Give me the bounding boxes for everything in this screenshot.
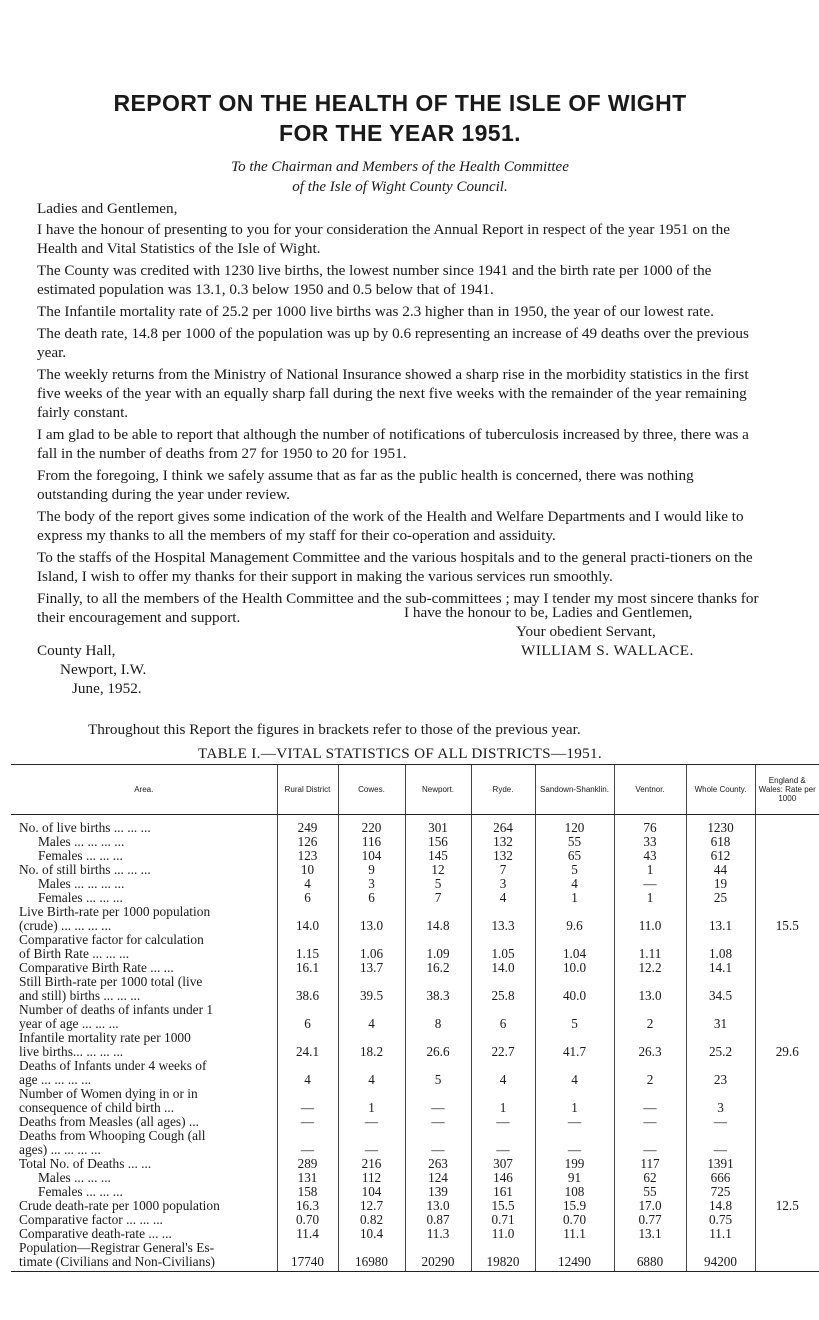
row-label (11, 975, 277, 1003)
table-cell: 13.0 (338, 905, 405, 933)
table-cell: 6880 (614, 1241, 686, 1272)
row-label (11, 1199, 277, 1213)
table-cell: 158 (277, 1185, 338, 1199)
table-cell: 108 (535, 1185, 614, 1199)
table-cell: — (535, 1115, 614, 1129)
table-cell: 618 (686, 835, 755, 849)
table-row (11, 1213, 819, 1227)
table-cell: 1 (471, 1087, 535, 1115)
table-cell: 199 (535, 1157, 614, 1171)
row-label-continuation: ages) ... ... ... ... (19, 1142, 101, 1157)
row-label (11, 849, 277, 863)
table-cell (755, 1129, 819, 1157)
row-label (11, 1157, 277, 1171)
row-label (11, 1059, 277, 1087)
table-row (11, 1059, 819, 1087)
letter-body (37, 220, 764, 630)
table-cell: 1 (338, 1087, 405, 1115)
table-cell: — (614, 877, 686, 891)
row-label-text: Total No. of Deaths ... ... (19, 1156, 152, 1171)
table-cell: 1 (535, 891, 614, 905)
table-cell (755, 835, 819, 849)
table-row (11, 891, 819, 905)
row-label-text: Deaths of Infants under 4 weeks of (19, 1058, 207, 1073)
row-label-continuation: (crude) ... ... ... ... (19, 918, 112, 933)
closing-line: I have the honour to be, Ladies and Gentlemen, (404, 604, 693, 621)
table-cell: 13.0 (614, 975, 686, 1003)
table-cell: 0.87 (405, 1213, 471, 1227)
table-cell: 11.0 (471, 1227, 535, 1241)
table-cell (755, 975, 819, 1003)
table-cell: 7 (471, 863, 535, 877)
table-cell: — (686, 1115, 755, 1129)
paragraph: To the staffs of the Hospital Management Committee and the various hospitals and to the general practi-tioners on the Island, I wish to offer my thanks for their support in making the various services run smoothly. (37, 549, 753, 585)
row-label-text: Females ... ... ... (38, 1184, 123, 1199)
table-row (11, 1031, 819, 1059)
table-cell (755, 821, 819, 835)
row-label-continuation: age ... ... ... ... (19, 1072, 92, 1087)
table-cell: 3 (338, 877, 405, 891)
row-label (11, 821, 277, 835)
row-label-continuation: of Birth Rate ... ... ... (19, 946, 130, 961)
row-label (11, 863, 277, 877)
row-label-text: Comparative factor for calculation (19, 932, 204, 947)
table-cell: 39.5 (338, 975, 405, 1003)
table-cell (755, 1003, 819, 1031)
row-label-text: Deaths from Measles (all ages) ... (19, 1114, 199, 1129)
row-label-text: Males ... ... ... ... (38, 834, 125, 849)
row-label (11, 933, 277, 961)
paragraph: The County was credited with 1230 live births, the lowest number since 1941 and the birth rate per 1000 of the estimated population was 13.1, 0.3 below 1950 and 0.5 below that of 1941. (37, 262, 712, 298)
table-cell: 14.0 (471, 961, 535, 975)
row-label-continuation: live births... ... ... ... (19, 1044, 124, 1059)
table-cell: 14.0 (277, 905, 338, 933)
table-cell: 14.1 (686, 961, 755, 975)
table-cell: 220 (338, 821, 405, 835)
table-cell: — (277, 1129, 338, 1157)
table-cell: 19820 (471, 1241, 535, 1272)
table-cell: 38.3 (405, 975, 471, 1003)
table-cell (755, 1241, 819, 1272)
table-cell: 11.1 (686, 1227, 755, 1241)
table-cell (755, 1157, 819, 1171)
table-cell: 62 (614, 1171, 686, 1185)
address-line-1: To the Chairman and Members of the Health Committee (231, 159, 569, 175)
table-cell: — (405, 1129, 471, 1157)
table-cell: 263 (405, 1157, 471, 1171)
table-row (11, 1185, 819, 1199)
column-header: Whole County. (686, 765, 755, 815)
table-cell: 19 (686, 877, 755, 891)
table-cell (755, 863, 819, 877)
origin-line-1: County Hall, (37, 642, 116, 659)
table-row (11, 1241, 819, 1272)
table-cell: 94200 (686, 1241, 755, 1272)
table-cell: 0.70 (277, 1213, 338, 1227)
table-row (11, 1171, 819, 1185)
report-year: FOR THE YEAR 1951. (279, 120, 521, 146)
paragraph: I am glad to be able to report that although the number of notifications of tuberculosis increased by three, there was a fall in the number of deaths from 27 for 1950 to 20 for 1951. (37, 426, 749, 462)
brackets-note: Throughout this Report the figures in brackets refer to those of the previous year. (88, 721, 581, 738)
row-label-text: Females ... ... ... (38, 848, 123, 863)
paragraph: Finally, to all the members of the Health Committee and the sub-committees ; may I tender my most sincere thanks for their encouragement and support. (37, 590, 759, 626)
table-cell: 3 (471, 877, 535, 891)
table-cell: 16.1 (277, 961, 338, 975)
table-cell: 13.0 (405, 1199, 471, 1213)
paragraph: The Infantile mortality rate of 25.2 per 1000 live births was 2.3 higher than in 1950, the year of our lowest rate. (37, 303, 714, 320)
row-label (11, 835, 277, 849)
table-cell: — (471, 1129, 535, 1157)
table-cell (755, 849, 819, 863)
table-cell: 0.71 (471, 1213, 535, 1227)
table-cell: 725 (686, 1185, 755, 1199)
table-cell: — (277, 1115, 338, 1129)
table-cell: 301 (405, 821, 471, 835)
row-label (11, 1087, 277, 1115)
table-cell: 8 (405, 1003, 471, 1031)
table-cell (755, 1213, 819, 1227)
table-cell: 1.11 (614, 933, 686, 961)
table-cell: 16.2 (405, 961, 471, 975)
table-cell: 216 (338, 1157, 405, 1171)
table-cell: 11.0 (614, 905, 686, 933)
table-cell: 126 (277, 835, 338, 849)
table-row (11, 877, 819, 891)
table-row (11, 1227, 819, 1241)
table-cell: — (338, 1115, 405, 1129)
row-label (11, 1115, 277, 1129)
row-label-text: Females ... ... ... (38, 890, 123, 905)
table-cell: 1230 (686, 821, 755, 835)
table-cell: 43 (614, 849, 686, 863)
table-cell: 17740 (277, 1241, 338, 1272)
table-cell: 13.7 (338, 961, 405, 975)
table-cell: 1.05 (471, 933, 535, 961)
table-cell: 0.77 (614, 1213, 686, 1227)
table-cell: 13.1 (614, 1227, 686, 1241)
table-cell: 12.5 (755, 1199, 819, 1213)
row-label (11, 1171, 277, 1185)
table-cell: 1.04 (535, 933, 614, 961)
row-label (11, 1227, 277, 1241)
table-cell: 11.4 (277, 1227, 338, 1241)
table-title: TABLE I.—VITAL STATISTICS OF ALL DISTRICTS—1951. (197, 745, 603, 762)
row-label (11, 1241, 277, 1272)
table-cell: 29.6 (755, 1031, 819, 1059)
table-cell: 10.0 (535, 961, 614, 975)
table-cell: 5 (535, 863, 614, 877)
table-cell: 1.06 (338, 933, 405, 961)
table-cell: 1.15 (277, 933, 338, 961)
table-cell: 34.5 (686, 975, 755, 1003)
table-cell: 13.1 (686, 905, 755, 933)
table-cell (755, 1087, 819, 1115)
table-cell (755, 1171, 819, 1185)
table-cell: 9.6 (535, 905, 614, 933)
table-cell (755, 933, 819, 961)
paragraph: From the foregoing, I think we safely assume that as far as the public health is concerned, there was nothing outstanding during the year under review. (37, 467, 694, 503)
table-cell: 145 (405, 849, 471, 863)
table-cell: 14.8 (686, 1199, 755, 1213)
table-cell: 40.0 (535, 975, 614, 1003)
row-label-text: Comparative factor ... ... ... (19, 1212, 163, 1227)
table-cell: 4 (338, 1059, 405, 1087)
table-cell: 25.2 (686, 1031, 755, 1059)
table-row (11, 863, 819, 877)
row-label-text: Males ... ... ... ... (38, 876, 125, 891)
row-label-text: Number of Women dying in or in (19, 1086, 198, 1101)
table-cell: 17.0 (614, 1199, 686, 1213)
row-label-text: Crude death-rate per 1000 population (19, 1198, 220, 1213)
row-label-continuation: year of age ... ... ... (19, 1016, 119, 1031)
column-header: Sandown-Shanklin. (535, 765, 614, 815)
row-label-text: Population—Registrar General's Es- (19, 1240, 215, 1255)
table-header-row (11, 765, 819, 815)
table-row (11, 1129, 819, 1157)
table-row (11, 821, 819, 835)
row-label (11, 1129, 277, 1157)
table-cell: 15.9 (535, 1199, 614, 1213)
table-cell: 6 (471, 1003, 535, 1031)
table-cell: 4 (535, 1059, 614, 1087)
table-cell: 161 (471, 1185, 535, 1199)
table-cell: 2 (614, 1003, 686, 1031)
table-cell: 1.09 (405, 933, 471, 961)
address-line-2: of the Isle of Wight County Council. (292, 179, 508, 195)
column-header: Ventnor. (614, 765, 686, 815)
table-cell: 41.7 (535, 1031, 614, 1059)
table-cell: 38.6 (277, 975, 338, 1003)
table-cell: 0.75 (686, 1213, 755, 1227)
row-label-continuation: and still) births ... ... ... (19, 988, 141, 1003)
table-cell: — (686, 1129, 755, 1157)
vital-statistics-table (11, 764, 819, 1272)
column-header: Newport. (405, 765, 471, 815)
row-label-text: Comparative Birth Rate ... ... (19, 960, 174, 975)
salutation: Ladies and Gentlemen, (37, 200, 178, 217)
table-cell: 18.2 (338, 1031, 405, 1059)
table-cell: 264 (471, 821, 535, 835)
table-cell: 12.7 (338, 1199, 405, 1213)
table-cell: 1 (535, 1087, 614, 1115)
table-row (11, 1087, 819, 1115)
row-label (11, 905, 277, 933)
table-cell: 26.6 (405, 1031, 471, 1059)
table-cell: 3 (686, 1087, 755, 1115)
table-cell: 666 (686, 1171, 755, 1185)
table-cell: 2 (614, 1059, 686, 1087)
table-cell (755, 961, 819, 975)
table-row (11, 849, 819, 863)
row-label-text: Males ... ... ... (38, 1170, 111, 1185)
row-label (11, 891, 277, 905)
table-cell: — (614, 1115, 686, 1129)
table-cell: 44 (686, 863, 755, 877)
table-cell: 33 (614, 835, 686, 849)
table-cell: 11.3 (405, 1227, 471, 1241)
table-cell: 4 (338, 1003, 405, 1031)
table-cell: 4 (277, 1059, 338, 1087)
table-row (11, 1115, 819, 1129)
table-row (11, 961, 819, 975)
table-cell: 65 (535, 849, 614, 863)
row-label-text: Infantile mortality rate per 1000 (19, 1030, 191, 1045)
table-cell: 25 (686, 891, 755, 905)
table-row (11, 1157, 819, 1171)
table-cell: — (405, 1115, 471, 1129)
paragraph: The body of the report gives some indication of the work of the Health and Welfare Departments and I would like to express my thanks to all the members of my staff for their co-operation and assiduity. (37, 508, 744, 544)
paragraph: I have the honour of presenting to you for your consideration the Annual Report in respect of the year 1951 on the Health and Vital Statistics of the Isle of Wight. (37, 221, 730, 257)
table-cell: 124 (405, 1171, 471, 1185)
row-label (11, 1213, 277, 1227)
table-cell: 14.8 (405, 905, 471, 933)
closing-servant: Your obedient Servant, (516, 623, 656, 640)
paragraph: The weekly returns from the Ministry of National Insurance showed a sharp rise in the morbidity statistics in the first five weeks of the year with an equally sharp fall during the next five weeks with the remainder of the year remaining fairly constant. (37, 366, 749, 421)
table-cell: 132 (471, 849, 535, 863)
table-cell: 12.2 (614, 961, 686, 975)
table-cell: 1 (614, 863, 686, 877)
table-cell: — (535, 1129, 614, 1157)
table-cell (755, 1227, 819, 1241)
table-cell: 289 (277, 1157, 338, 1171)
table-cell: 117 (614, 1157, 686, 1171)
origin-date: June, 1952. (72, 680, 142, 697)
row-label-continuation: consequence of child birth ... (19, 1100, 175, 1115)
row-label-text: No. of still births ... ... ... (19, 862, 151, 877)
column-header: Rural District (277, 765, 338, 815)
row-label (11, 1031, 277, 1059)
table-cell: 612 (686, 849, 755, 863)
table-cell: 116 (338, 835, 405, 849)
table-cell (755, 877, 819, 891)
row-label (11, 877, 277, 891)
row-label-text: Number of deaths of infants under 1 (19, 1002, 214, 1017)
table-cell (755, 1185, 819, 1199)
table-cell: 249 (277, 821, 338, 835)
table-cell: 25.8 (471, 975, 535, 1003)
row-label-text: No. of live births ... ... ... (19, 820, 151, 835)
table-cell: 1 (614, 891, 686, 905)
table-row (11, 933, 819, 961)
table-cell (755, 1059, 819, 1087)
table-cell: 139 (405, 1185, 471, 1199)
table-cell: 20290 (405, 1241, 471, 1272)
table-cell: 22.7 (471, 1031, 535, 1059)
table-body (11, 815, 819, 1272)
origin-line-2: Newport, I.W. (60, 661, 147, 678)
table-cell: 15.5 (471, 1199, 535, 1213)
table-cell: 156 (405, 835, 471, 849)
table-cell: 55 (614, 1185, 686, 1199)
table-cell: 55 (535, 835, 614, 849)
table-cell: — (277, 1087, 338, 1115)
table-cell: 9 (338, 863, 405, 877)
column-header: Cowes. (338, 765, 405, 815)
table-cell: — (614, 1129, 686, 1157)
table-cell: 4 (471, 891, 535, 905)
table-cell: 24.1 (277, 1031, 338, 1059)
table-row (11, 905, 819, 933)
table-cell: 132 (471, 835, 535, 849)
table-cell: 123 (277, 849, 338, 863)
table-cell: 13.3 (471, 905, 535, 933)
row-label-text: Still Birth-rate per 1000 total (live (19, 974, 203, 989)
table-cell: 16.3 (277, 1199, 338, 1213)
table-row (11, 1199, 819, 1213)
table-cell: 6 (338, 891, 405, 905)
table-cell: — (405, 1087, 471, 1115)
table-cell: — (614, 1087, 686, 1115)
table-row (11, 835, 819, 849)
row-label (11, 1185, 277, 1199)
signature: WILLIAM S. WALLACE. (521, 642, 694, 659)
table-cell: 12490 (535, 1241, 614, 1272)
table-cell: 120 (535, 821, 614, 835)
column-header: Ryde. (471, 765, 535, 815)
table-cell: 7 (405, 891, 471, 905)
table-cell: 0.70 (535, 1213, 614, 1227)
row-label (11, 1003, 277, 1031)
table-cell: 5 (535, 1003, 614, 1031)
row-label-text: Comparative death-rate ... ... (19, 1226, 172, 1241)
table-cell: 23 (686, 1059, 755, 1087)
table-row (11, 1003, 819, 1031)
table-cell: 131 (277, 1171, 338, 1185)
table-cell: 6 (277, 1003, 338, 1031)
table-cell: 0.82 (338, 1213, 405, 1227)
table-cell: 6 (277, 891, 338, 905)
column-header: England & Wales: Rate per 1000 (755, 765, 819, 815)
report-title: REPORT ON THE HEALTH OF THE ISLE OF WIGHT (113, 90, 687, 116)
table-cell: 15.5 (755, 905, 819, 933)
table-cell: 16980 (338, 1241, 405, 1272)
table-cell: 104 (338, 1185, 405, 1199)
table-cell: 5 (405, 877, 471, 891)
table-cell: 4 (535, 877, 614, 891)
column-header: Area. (11, 765, 277, 815)
row-label-text: Deaths from Whooping Cough (all (19, 1128, 206, 1143)
table-cell: 26.3 (614, 1031, 686, 1059)
table-cell: 104 (338, 849, 405, 863)
table-cell: 1.08 (686, 933, 755, 961)
table-cell: 31 (686, 1003, 755, 1031)
row-label (11, 961, 277, 975)
table-cell: 76 (614, 821, 686, 835)
table-cell (755, 891, 819, 905)
table-cell: 91 (535, 1171, 614, 1185)
table-cell: 11.1 (535, 1227, 614, 1241)
table-cell: 146 (471, 1171, 535, 1185)
table-cell: 307 (471, 1157, 535, 1171)
table-cell: 5 (405, 1059, 471, 1087)
row-label-text: Live Birth-rate per 1000 population (19, 904, 211, 919)
table-cell: 1391 (686, 1157, 755, 1171)
table-row (11, 975, 819, 1003)
row-label-continuation: timate (Civilians and Non-Civilians) (19, 1254, 215, 1269)
table-cell: — (338, 1129, 405, 1157)
table-cell: 4 (277, 877, 338, 891)
table-cell: — (471, 1115, 535, 1129)
table-cell: 10.4 (338, 1227, 405, 1241)
table-cell: 10 (277, 863, 338, 877)
table-cell: 112 (338, 1171, 405, 1185)
paragraph: The death rate, 14.8 per 1000 of the population was up by 0.6 representing an increase of 49 deaths over the previous year. (37, 325, 749, 361)
table-cell: 12 (405, 863, 471, 877)
table-cell (755, 1115, 819, 1129)
table-cell: 4 (471, 1059, 535, 1087)
